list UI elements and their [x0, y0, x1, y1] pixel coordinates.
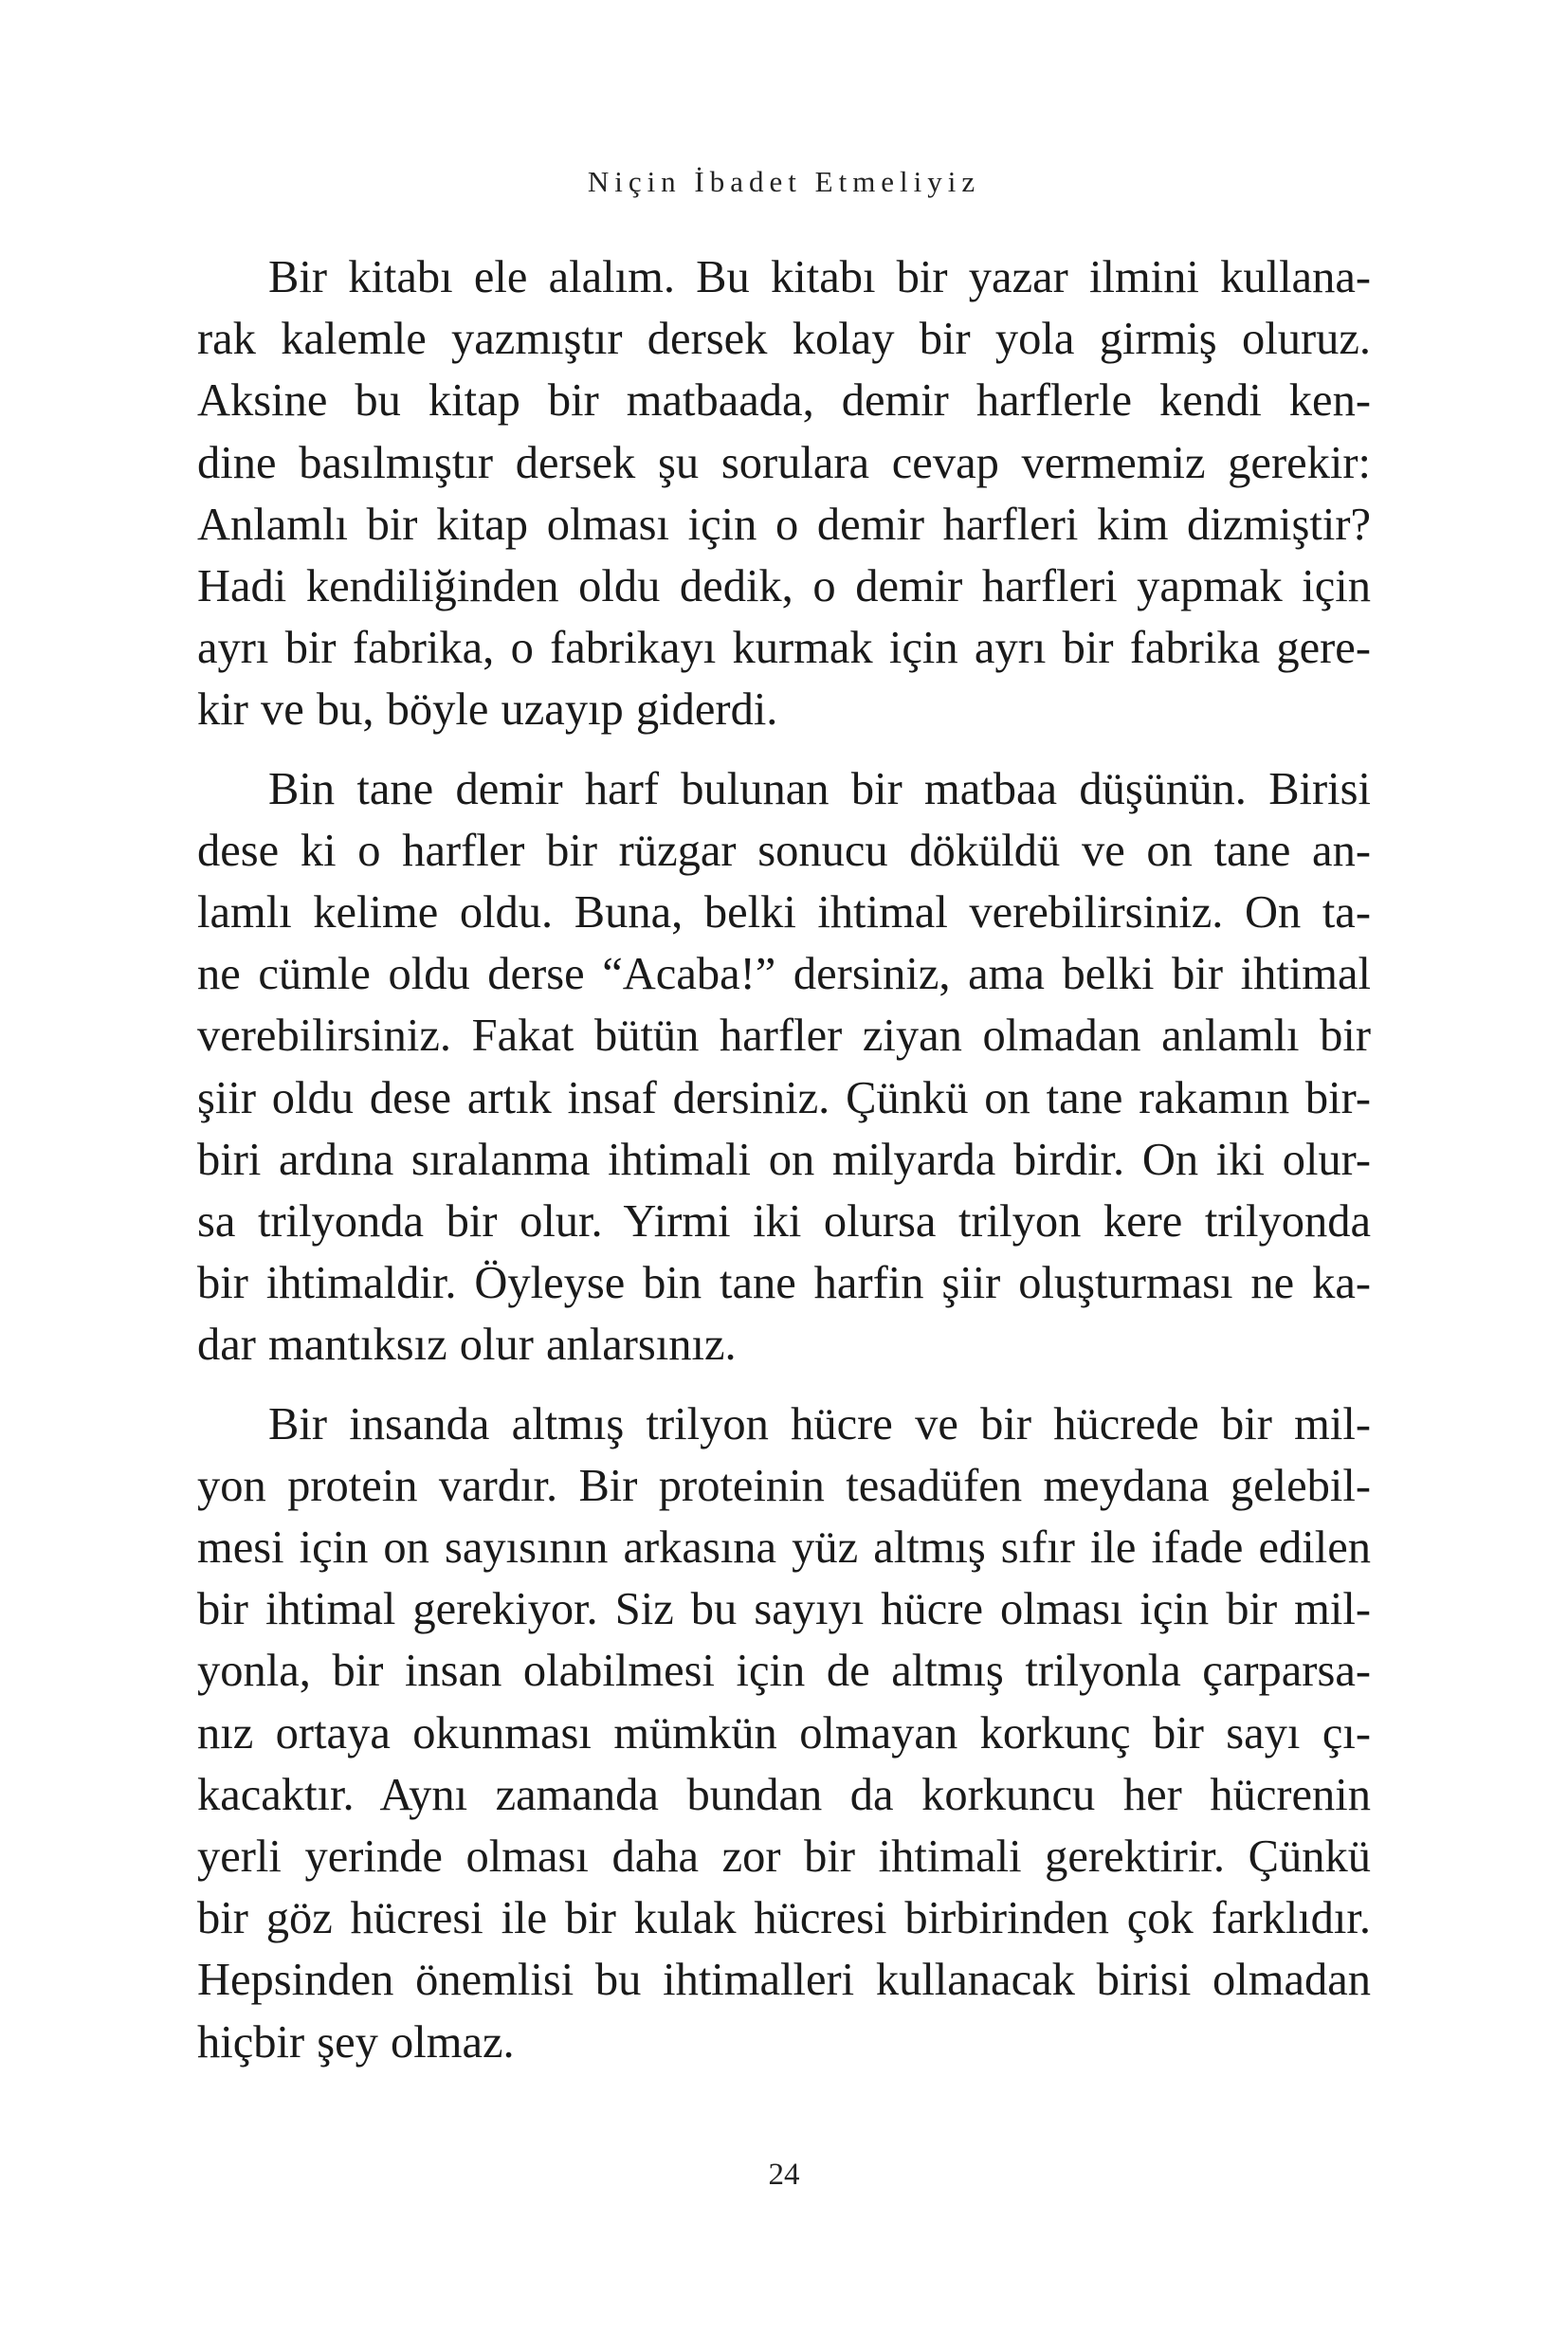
paragraph-3	[197, 1394, 1371, 2073]
text-line: lamlı kelime oldu. Buna, belki ihtimal verebilirsiniz. On ta-	[197, 887, 1371, 939]
text-line: Bir kitabı ele alalım. Bu kitabı bir yazar ilmini kullana-	[268, 252, 1371, 302]
text-line: Bin tane demir harf bulunan bir matbaa düşünün. Birisi	[268, 763, 1371, 814]
text-line: Anlamlı bir kitap olması için o demir harfleri kim dizmiştir?	[197, 499, 1371, 550]
text-line: biri ardına sıralanma ihtimali on milyarda birdir. On iki olur-	[197, 1134, 1371, 1185]
text-line: yon protein vardır. Bir proteinin tesadüfen meydana gelebil-	[197, 1460, 1371, 1511]
text-line: bir ihtimaldir. Öyleyse bin tane harfin şiir oluşturması ne ka-	[197, 1258, 1371, 1309]
text-line: verebilirsiniz. Fakat bütün harfler ziyan olmadan anlamlı bir	[197, 1011, 1371, 1062]
text-line: kir ve bu, böyle uzayıp giderdi.	[197, 684, 778, 736]
page-number: 24	[768, 2158, 800, 2192]
text-line: dar mantıksız olur anlarsınız.	[197, 1320, 737, 1371]
text-line: nız ortaya okunması mümkün olmayan korkunç bir sayı çı-	[197, 1707, 1371, 1759]
text-line: hiçbir şey olmaz.	[197, 2016, 515, 2068]
text-line: mesi için on sayısının arkasına yüz altmış sıfır ile ifade edilen	[197, 1522, 1371, 1574]
text-line: rak kalemle yazmıştır dersek kolay bir yola girmiş oluruz.	[197, 314, 1371, 365]
text-line: dese ki o harfler bir rüzgar sonucu döküldü ve on tane an-	[197, 825, 1371, 876]
text-line: Bir insanda altmış trilyon hücre ve bir hücrede bir mil-	[268, 1398, 1371, 1449]
text-line: kacaktır. Aynı zamanda bundan da korkuncu her hücrenin	[197, 1769, 1371, 1820]
text-line: yonla, bir insan olabilmesi için de altmış trilyonla çarparsa-	[197, 1646, 1371, 1697]
text-line: ayrı bir fabrika, o fabrikayı kurmak için ayrı bir fabrika gere-	[197, 623, 1371, 674]
text-line: sa trilyonda bir olur. Yirmi iki olursa trilyon kere trilyonda	[197, 1196, 1371, 1248]
text-line: ne cümle oldu derse “Acaba!” dersiniz, ama belki bir ihtimal	[197, 949, 1371, 1000]
text-line: Aksine bu kitap bir matbaada, demir harflerle kendi ken-	[197, 375, 1371, 427]
text-line: bir göz hücresi ile bir kulak hücresi birbirinden çok farklıdır.	[197, 1893, 1371, 1944]
text-line: Hepsinden önemlisi bu ihtimalleri kullanacak birisi olmadan	[197, 1955, 1371, 2006]
text-line: şiir oldu dese artık insaf dersiniz. Çünkü on tane rakamın bir-	[197, 1072, 1371, 1123]
body-text	[197, 246, 1371, 2090]
text-line: bir ihtimal gerekiyor. Siz bu sayıyı hücre olması için bir mil-	[197, 1584, 1371, 1635]
text-line: yerli yerinde olması daha zor bir ihtimali gerektirir. Çünkü	[197, 1832, 1371, 1883]
paragraph-2	[197, 758, 1371, 1376]
paragraph-1	[197, 246, 1371, 741]
running-head: Niçin İbadet Etmeliyiz	[587, 165, 981, 198]
text-line: dine basılmıştır dersek şu sorulara cevap vermemiz gerekir:	[197, 437, 1371, 488]
text-line: Hadi kendiliğinden oldu dedik, o demir harfleri yapmak için	[197, 561, 1371, 612]
